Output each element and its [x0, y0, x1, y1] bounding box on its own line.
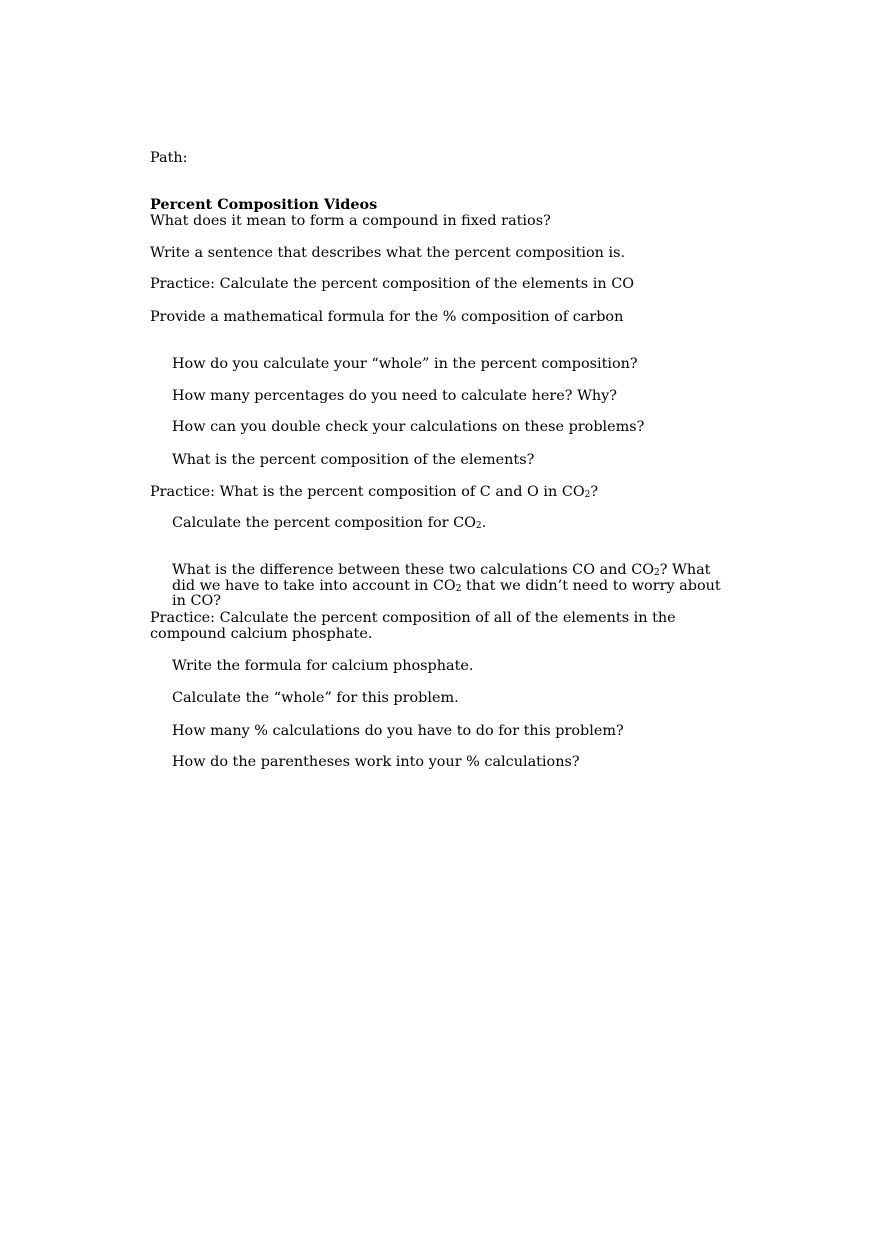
- question-calc-co2-text: Calculate the percent composition for CO: [172, 515, 476, 531]
- section-title: Percent Composition Videos: [150, 196, 378, 213]
- subscript: 2: [455, 583, 462, 594]
- question-how-many-calcs: How many % calculations do you have to do for this problem?: [172, 723, 624, 739]
- question-whole-problem: Calculate the “whole” for this problem.: [172, 690, 459, 706]
- practice-co2-text: Practice: What is the percent composition of C and O in CO: [150, 484, 585, 500]
- practice-co2-end: ?: [590, 484, 599, 500]
- question-percent-elements: What is the percent composition of the elements?: [172, 452, 535, 468]
- subscript: 2: [584, 490, 591, 500]
- subscript: 2: [475, 521, 482, 531]
- question-formula-calcium: Write the formula for calcium phosphate.: [172, 658, 474, 674]
- practice-calcium-phosphate: Practice: Calculate the percent composition of all of the elements in the compound calcium phosphate.: [150, 610, 676, 642]
- question-difference: [172, 563, 732, 610]
- question-whole: How do you calculate your “whole” in the percent composition?: [172, 356, 638, 372]
- practice-co: Practice: Calculate the percent composition of the elements in CO: [150, 276, 635, 292]
- question-difference-text-3: that we didn’t need to worry about in CO?: [172, 577, 721, 609]
- path-label: Path:: [150, 150, 188, 166]
- question-how-many-percentages: How many percentages do you need to calculate here? Why?: [172, 388, 617, 404]
- question-double-check: How can you double check your calculations on these problems?: [172, 419, 645, 435]
- question-difference-text-2: ? What did we have to take into account in CO: [172, 562, 711, 594]
- question-difference-text: What is the difference between these two calculations CO and CO: [172, 562, 655, 578]
- question-parentheses: How do the parentheses work into your % calculations?: [172, 754, 580, 770]
- question-describe-percent: Write a sentence that describes what the percent composition is.: [150, 245, 626, 261]
- subscript: 2: [654, 568, 660, 578]
- question-fixed-ratios: What does it mean to form a compound in fixed ratios?: [150, 213, 551, 229]
- question-calc-co2-end: .: [481, 515, 487, 531]
- practice-co2: [150, 484, 598, 500]
- question-calc-co2: [172, 515, 486, 531]
- question-formula-carbon: Provide a mathematical formula for the % composition of carbon: [150, 309, 624, 325]
